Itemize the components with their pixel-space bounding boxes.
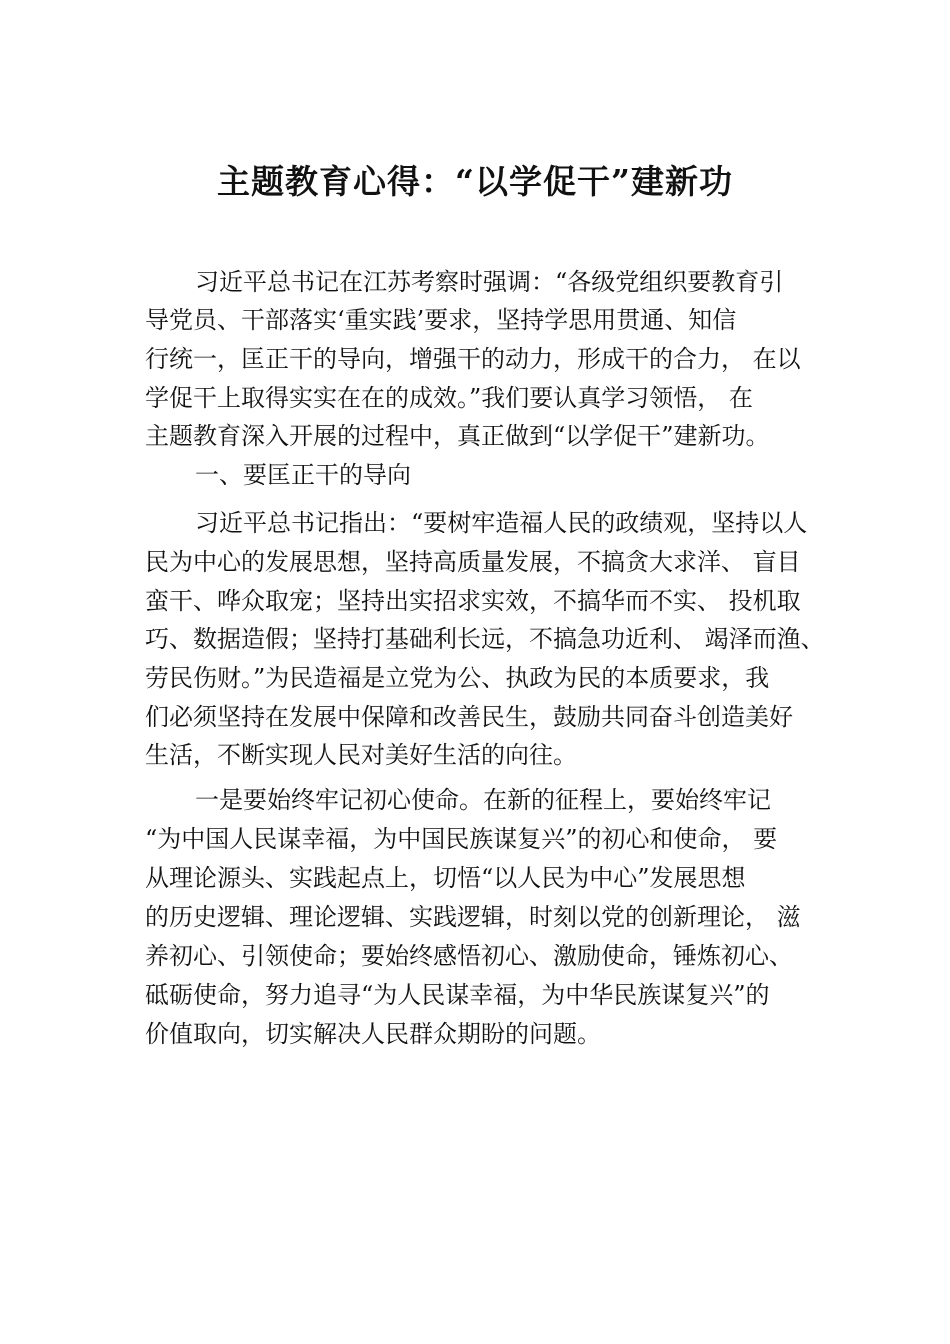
paragraph-1-line-1: 习近平总书记在江苏考察时强调：“各级党组织要教育引 <box>195 268 784 296</box>
paragraph-2-line-3: 蛮干、哗众取宠；坚持出实招求实效，不搞华而不实、 投机取 <box>145 587 801 615</box>
paragraph-1-line-3: 行统一，匡正干的导向，增强干的动力，形成干的合力， 在以 <box>145 345 801 373</box>
paragraph-3-line-3: 从理论源头、实践起点上，切悟“以人民为中心”发展思想 <box>145 864 746 892</box>
paragraph-3-line-1: 一是要始终牢记初心使命。在新的征程上，要始终牢记 <box>195 786 771 814</box>
paragraph-1-line-4: 学促干上取得实实在在的成效。”我们要认真学习领悟， 在 <box>145 384 753 412</box>
paragraph-2-line-5: 劳民伤财。”为民造福是立党为公、执政为民的本质要求，我 <box>145 664 770 692</box>
paragraph-3-line-4: 的历史逻辑、理论逻辑、实践逻辑，时刻以党的创新理论， 滋 <box>145 903 801 931</box>
paragraph-2-line-7: 生活，不断实现人民对美好生活的向往。 <box>145 741 577 769</box>
paragraph-2-line-2: 民为中心的发展思想，坚持高质量发展，不搞贪大求洋、 盲目 <box>145 548 801 576</box>
paragraph-3-line-7: 价值取向，切实解决人民群众期盼的问题。 <box>145 1020 601 1048</box>
paragraph-3-line-2: “为中国人民谋幸福，为中国民族谋复兴”的初心和使命， 要 <box>145 825 778 853</box>
paragraph-3-line-6: 砥砺使命，努力追寻“为人民谋幸福，为中华民族谋复兴”的 <box>145 981 770 1009</box>
paragraph-1-line-5: 主题教育深入开展的过程中，真正做到“以学促干”建新功。 <box>145 422 770 450</box>
section-heading-1: 一、要匡正干的导向 <box>195 461 411 489</box>
paragraph-3-line-5: 养初心、引领使命；要始终感悟初心、激励使命，锤炼初心、 <box>145 942 793 970</box>
paragraph-2-line-4: 巧、数据造假；坚持打基础利长远，不搞急功近利、 竭泽而渔、 <box>145 625 825 653</box>
document-title: 主题教育心得：“以学促干”建新功 <box>217 162 733 201</box>
paragraph-2-line-1: 习近平总书记指出：“要树牢造福人民的政绩观，坚持以人 <box>195 509 808 537</box>
paragraph-2-line-6: 们必须坚持在发展中保障和改善民生，鼓励共同奋斗创造美好 <box>145 703 793 731</box>
paragraph-1-line-2: 导党员、干部落实‘重实践’要求，坚持学思用贯通、知信 <box>145 306 737 334</box>
